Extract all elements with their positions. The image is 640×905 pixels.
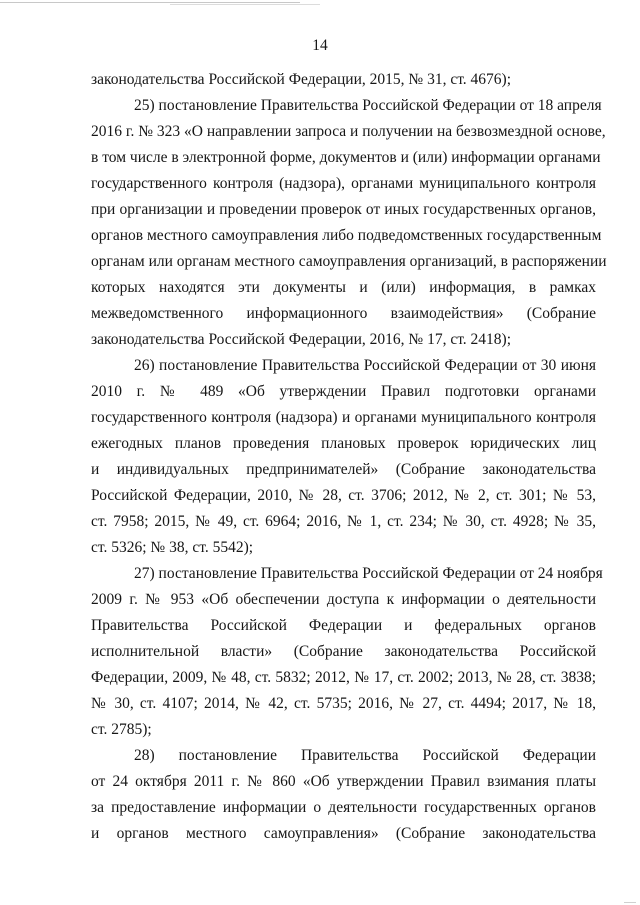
text-line: межведомственного информационного взаимодействия» (Собрание	[91, 305, 596, 322]
text-line: при организации и проведении проверок от иных государственных органов,	[91, 201, 596, 218]
text-line: за предоставление информации о деятельности государственных органов	[91, 799, 596, 816]
text-line: исполнительной власти» (Собрание законодательства Российской	[91, 643, 596, 660]
top-edge-line	[0, 2, 300, 3]
text-line: органам или органам местного самоуправления организаций, в распоряжении	[91, 253, 607, 270]
text-line: 2009 г. № 953 «Об обеспечении доступа к информации о деятельности	[91, 591, 596, 608]
text-line: № 30, ст. 4107; 2014, № 42, ст. 5735; 2016, № 27, ст. 4494; 2017, № 18,	[91, 695, 596, 712]
text-line: 2010 г. № 489 «Об утверждении Правил подготовки органами	[91, 383, 596, 400]
text-line: от 24 октября 2011 г. № 860 «Об утверждении Правил взимания платы	[91, 773, 596, 790]
text-line: 2016 г. № 323 «О направлении запроса и получении на безвозмездной основе,	[91, 123, 606, 140]
text-line: и органов местного самоуправления» (Собрание законодательства	[91, 825, 596, 842]
bottom-edge-mark	[624, 902, 636, 903]
text-line: государственного контроля (надзора), органами муниципального контроля	[91, 175, 596, 192]
text-line: Российской Федерации, 2010, № 28, ст. 3706; 2012, № 2, ст. 301; № 53,	[91, 487, 596, 504]
text-line: ст. 2785);	[91, 721, 152, 738]
text-line: ст. 7958; 2015, № 49, ст. 6964; 2016, № 1, ст. 234; № 30, ст. 4928; № 35,	[91, 513, 596, 530]
text-line: 28) постановление Правительства Российской Федерации	[134, 747, 596, 764]
text-line: Правительства Российской Федерации и федеральных органов	[91, 617, 596, 634]
text-line: ежегодных планов проведения плановых проверок юридических лиц	[91, 435, 596, 452]
top-edge-line-faint	[170, 4, 320, 5]
text-line: которых находятся эти документы и (или) информация, в рамках	[91, 279, 596, 296]
text-line: законодательства Российской Федерации, 2016, № 17, ст. 2418);	[91, 331, 512, 348]
text-line: в том числе в электронной форме, документов и (или) информации органами	[91, 149, 601, 166]
text-line: 26) постановление Правительства Российской Федерации от 30 июня	[134, 357, 596, 374]
page-number: 14	[312, 37, 328, 54]
text-line: законодательства Российской Федерации, 2015, № 31, ст. 4676);	[91, 71, 512, 88]
text-line: 27) постановление Правительства Российской Федерации от 24 ноября	[134, 565, 603, 582]
text-line: органов местного самоуправления либо подведомственных государственным	[91, 227, 602, 244]
text-line: государственного контроля (надзора) и органами муниципального контроля	[91, 409, 596, 426]
text-line: 25) постановление Правительства Российской Федерации от 18 апреля	[134, 97, 602, 114]
text-line: Федерации, 2009, № 48, ст. 5832; 2012, № 17, ст. 2002; 2013, № 28, ст. 3838;	[91, 669, 596, 686]
text-line: и индивидуальных предпринимателей» (Собрание законодательства	[91, 461, 596, 478]
text-line: ст. 5326; № 38, ст. 5542);	[91, 539, 254, 556]
document-body	[91, 67, 607, 847]
